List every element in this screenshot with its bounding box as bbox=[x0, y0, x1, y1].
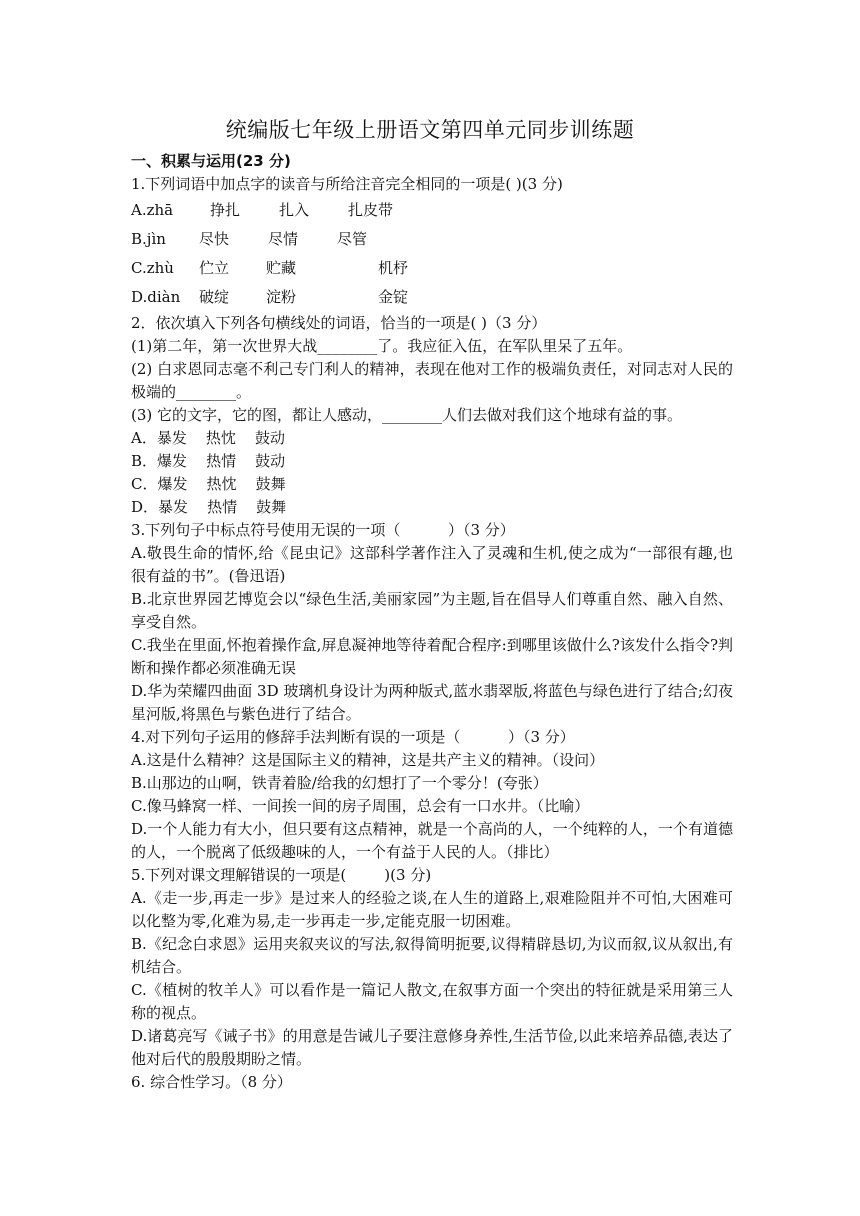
option-word-2: 尽情 bbox=[268, 230, 299, 248]
question-2-stem: 2．依次填入下列各句横线处的词语，恰当的一项是( )（3 分） bbox=[131, 314, 547, 332]
q2-option-c: C．爆发 热忱 鼓舞 bbox=[131, 475, 286, 493]
option-label: D.diàn bbox=[131, 288, 181, 306]
q2-sentence-2: (2) 白求恩同志毫不利己专门利人的精神，表现在他对工作的极端负责任，对同志对人民的极端的________。 bbox=[131, 360, 733, 401]
question-5-stem: 5.下列对课文理解错误的一项是( )(3 分) bbox=[131, 866, 432, 884]
q1-option-b bbox=[131, 225, 733, 254]
q2-option-b: B．爆发 热情 鼓动 bbox=[131, 452, 286, 470]
q2-sentence-3: (3) 它的文字，它的图，都让人感动，________人们去做对我们这个地球有益的事。 bbox=[131, 406, 683, 424]
option-label: B.jìn bbox=[131, 230, 166, 248]
q3-option-c: C.我坐在里面,怀抱着操作盒,屏息凝神地等待着配合程序:到哪里该做什么?该发什么指令?判断和操作都必须准确无误 bbox=[131, 636, 733, 677]
q3-option-d: D.华为荣耀四曲面 3D 玻璃机身设计为两种版式,蓝水翡翠版,将蓝色与绿色进行了结合;幻夜星河版,将黑色与紫色进行了结合。 bbox=[131, 682, 733, 723]
section-heading: 一、积累与运用(23 分) bbox=[131, 152, 291, 170]
q5-option-a: A.《走一步,再走一步》是过来人的经验之谈,在人生的道路上,艰难险阻并不可怕,大困难可以化整为零,化难为易,走一步再走一步,定能克服一切困难。 bbox=[131, 889, 733, 930]
q2-option-a: A．暴发 热忱 鼓动 bbox=[131, 429, 285, 447]
option-word-3: 机杼 bbox=[378, 259, 409, 277]
q3-option-a: A.敬畏生命的情怀,给《昆虫记》这部科学著作注入了灵魂和生机,使之成为“一部很有趣,也很有益的书”。(鲁迅语) bbox=[131, 544, 733, 585]
question-6-stem: 6. 综合性学习。（8 分） bbox=[131, 1073, 292, 1091]
q5-option-c: C.《植树的牧羊人》可以看作是一篇记人散文,在叙事方面一个突出的特征就是采用第三人称的视点。 bbox=[131, 981, 733, 1022]
q2-sentence-1: (1)第二年，第一次世界大战________了。我应征入伍，在军队里呆了五年。 bbox=[131, 337, 633, 355]
option-word-3: 扎皮带 bbox=[348, 201, 394, 219]
q4-option-a: A.这是什么精神？这是国际主义的精神，这是共产主义的精神。（设问） bbox=[131, 751, 605, 769]
question-3-stem: 3.下列句子中标点符号使用无误的一项（ ）（3 分） bbox=[131, 521, 515, 539]
q4-option-b: B.山那边的山啊，铁青着脸/给我的幻想打了一个零分！(夸张） bbox=[131, 774, 548, 792]
document-body bbox=[131, 150, 733, 1094]
question-1-stem: 1.下列词语中加点字的读音与所给注音完全相同的一项是( )(3 分) bbox=[131, 175, 563, 193]
option-word-1: 伫立 bbox=[199, 259, 230, 277]
option-word-1: 尽快 bbox=[199, 230, 230, 248]
question-4-stem: 4.对下列句子运用的修辞手法判断有误的一项是（ ）（3 分） bbox=[131, 728, 575, 746]
option-word-2: 扎入 bbox=[279, 201, 310, 219]
q4-option-d: D.一个人能力有大小，但只要有这点精神，就是一个高尚的人，一个纯粹的人，一个有道德的人，一个脱离了低级趣味的人，一个有益于人民的人。（排比） bbox=[131, 820, 733, 861]
q1-option-c bbox=[131, 254, 733, 283]
q2-option-d: D．暴发 热情 鼓舞 bbox=[131, 498, 287, 516]
q4-option-c: C.像马蜂窝一样、一间挨一间的房子周围，总会有一口水井。（比喻） bbox=[131, 797, 590, 815]
option-word-3: 金锭 bbox=[378, 288, 409, 306]
option-word-1: 挣扎 bbox=[210, 201, 241, 219]
option-label: C.zhù bbox=[131, 259, 174, 277]
option-word-1: 破绽 bbox=[199, 288, 230, 306]
q1-option-a bbox=[131, 196, 733, 225]
option-label: A.zhā bbox=[131, 201, 174, 219]
q3-option-b: B.北京世界园艺博览会以“绿色生活,美丽家园”为主题,旨在倡导人们尊重自然、融入自然、享受自然。 bbox=[131, 590, 733, 631]
q1-option-d bbox=[131, 283, 733, 312]
option-word-2: 淀粉 bbox=[266, 288, 297, 306]
document-title: 统编版七年级上册语文第四单元同步训练题 bbox=[225, 118, 635, 142]
option-word-3: 尽管 bbox=[337, 230, 368, 248]
q5-option-d: D.诸葛亮写《诫子书》的用意是告诫儿子要注意修身养性,生活节俭,以此来培养品德,表达了他对后代的殷殷期盼之情。 bbox=[131, 1027, 733, 1068]
q5-option-b: B.《纪念白求恩》运用夹叙夹议的写法,叙得简明扼要,议得精辟恳切,为议而叙,议从叙出,有机结合。 bbox=[131, 935, 733, 976]
option-word-2: 贮藏 bbox=[266, 259, 297, 277]
